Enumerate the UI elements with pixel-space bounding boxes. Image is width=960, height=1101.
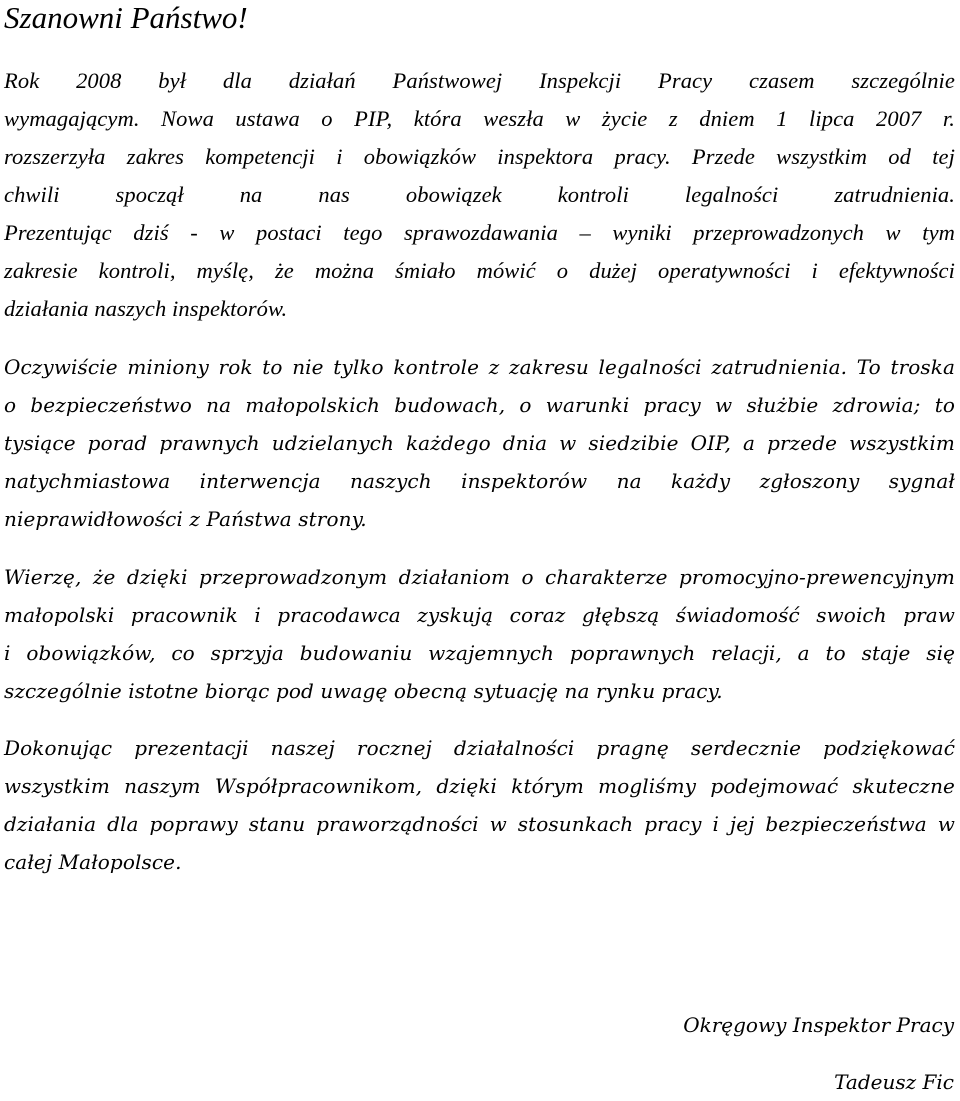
paragraph-line: Prezentując dziś - w postaci tego sprawozdawania – wyniki przeprowadzonych w tym	[4, 220, 955, 245]
paragraph-line: Wierzę, że dzięki przeprowadzonym działaniom o charakterze promocyjno-prewencyjnym	[4, 565, 955, 589]
letter-greeting: Szanowni Państwo!	[4, 0, 248, 35]
paragraph-line: wszystkim naszym Współpracownikom, dzięki którym mogliśmy podejmować skuteczne	[4, 774, 955, 798]
paragraph-line: działania naszych inspektorów.	[4, 296, 288, 321]
paragraph-line: natychmiastowa interwencja naszych inspektorów na każdy zgłoszony sygnał	[4, 469, 955, 493]
paragraph-line: wymagającym. Nowa ustawa o PIP, która weszła w życie z dniem 1 lipca 2007 r.	[4, 106, 955, 131]
paragraph-line: tysiące porad prawnych udzielanych każdego dnia w siedzibie OIP, a przede wszystkim	[4, 431, 955, 455]
paragraph-line: zakresie kontroli, myślę, że można śmiało mówić o dużej operatywności i efektywności	[4, 258, 955, 283]
paragraph-line: rozszerzyła zakres kompetencji i obowiązków inspektora pracy. Przede wszystkim od tej	[4, 144, 955, 169]
paragraph-line: działania dla poprawy stanu praworządności w stosunkach pracy i jej bezpieczeństwa w	[4, 812, 955, 836]
paragraph-line: Dokonując prezentacji naszej rocznej działalności pragnę serdecznie podziękować	[4, 736, 955, 760]
paragraph-line: nieprawidłowości z Państwa strony.	[4, 507, 367, 531]
paragraph-line: Rok 2008 był dla działań Państwowej Inspekcji Pracy czasem szczególnie	[4, 68, 955, 93]
paragraph-line: Oczywiście miniony rok to nie tylko kontrole z zakresu legalności zatrudnienia. To troska	[4, 355, 955, 379]
paragraph-1	[4, 62, 955, 328]
paragraph-line: szczególnie istotne biorąc pod uwagę obecną sytuację na rynku pracy.	[4, 679, 723, 703]
paragraph-line: chwili spoczął na nas obowiązek kontroli legalności zatrudnienia.	[4, 182, 955, 207]
paragraph-4	[4, 729, 955, 881]
paragraph-line: o bezpieczeństwo na małopolskich budowach, o warunki pracy w służbie zdrowia; to	[4, 393, 955, 417]
signature-name: Tadeusz Fic	[834, 1070, 954, 1094]
signature-title: Okręgowy Inspektor Pracy	[683, 1013, 954, 1037]
paragraph-line: małopolski pracownik i pracodawca zyskują coraz głębszą świadomość swoich praw	[4, 603, 955, 627]
paragraph-line: całej Małopolsce.	[4, 850, 182, 874]
paragraph-3	[4, 558, 955, 710]
paragraph-2	[4, 348, 955, 538]
paragraph-line: i obowiązków, co sprzyja budowaniu wzajemnych poprawnych relacji, a to staje się	[4, 641, 955, 665]
